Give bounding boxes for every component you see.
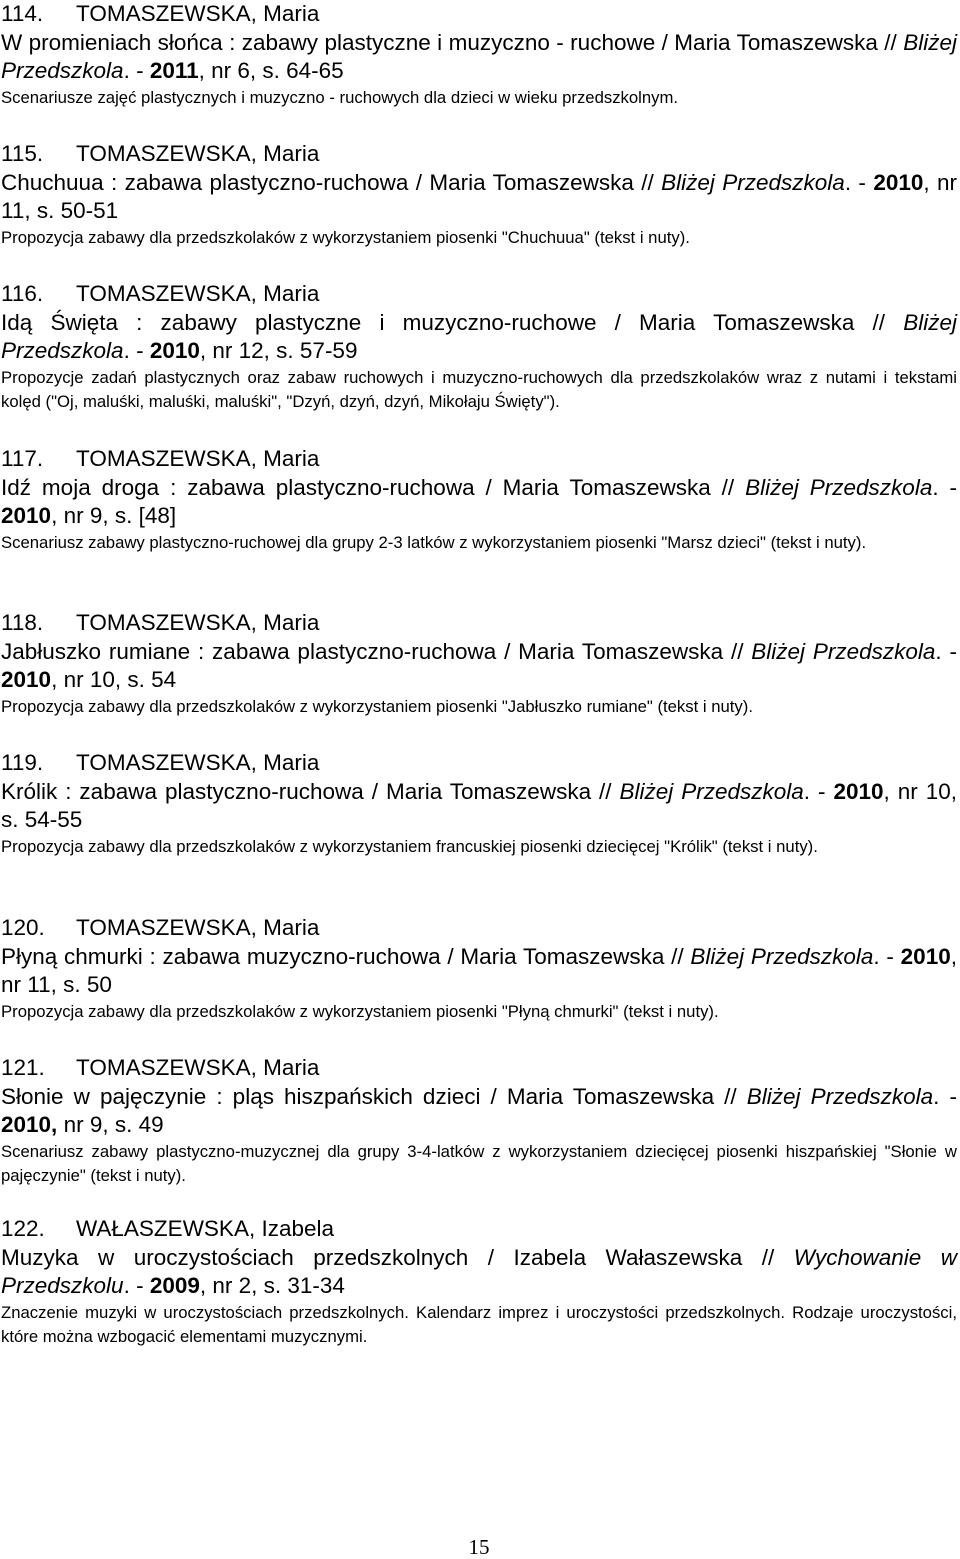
entry-journal: Bliżej Przedszkola [745,474,933,500]
entry-description: Propozycje zadań plastycznych oraz zabaw ruchowych i muzyczno-ruchowych dla przedszkolaków wraz z nutami i tekstami kolęd ("Oj, maluśki, maluśki, maluśki", "Dzyń, dzyń, dzyń, Mikołaju Święty"). [1,367,957,412]
entry-number: 118. [1,610,44,635]
entry-title [1,943,957,1000]
entry-journal: Bliżej Przedszkola [619,778,804,804]
page-number: 15 [468,1535,490,1559]
entry-number: 122. [1,1216,45,1241]
entry-separator: . - [123,1273,150,1299]
entry-year: 2010 [900,943,951,969]
entry-number: 121. [1,1055,45,1080]
entry-author: TOMASZEWSKA, Maria [76,281,320,306]
entry-description: Scenariusz zabawy plastyczno-ruchowej dla grupy 2-3 latków z wykorzystaniem piosenki "Marsz dzieci" (tekst i nuty). [1,532,867,552]
entry-title-text: Słonie w pajęczynie : pląs hiszpańskich dzieci / Maria Tomaszewska // [1,1083,747,1109]
entry-number: 115. [1,141,44,166]
bibliography-entry-121 [1,1054,957,1189]
entry-heading [1,1215,957,1244]
bibliography-entry-116 [1,280,957,415]
entry-title [1,778,957,835]
entry-separator: . - [123,58,150,84]
entry-heading [1,609,957,638]
entry-title-text: Idź moja droga : zabawa plastyczno-ruchowa / Maria Tomaszewska // [1,474,746,500]
entry-author: TOMASZEWSKA, Maria [76,446,320,471]
entry-details: , nr 6, s. 64-65 [198,58,344,84]
entry-journal: Bliżej Przedszkola [746,1083,934,1109]
entry-details: , nr 9, s. [48] [51,503,177,529]
bibliography-entry-118 [1,609,957,719]
entry-details: nr 9, s. 49 [57,1112,164,1138]
entry-title-text: Muzyka w uroczystościach przedszkolnych / Izabela Wałaszewska // [1,1244,794,1270]
entry-title [1,638,957,695]
entry-title-text: Królik : zabawa plastyczno-ruchowa / Maria Tomaszewska // [1,778,620,804]
entry-heading [1,280,957,309]
entry-separator: . - [844,169,874,195]
entry-year: 2010 [1,503,52,529]
bibliography-entry-114 [1,0,957,110]
entry-journal: Bliżej Przedszkola [661,169,845,195]
entry-number: 120. [1,915,45,940]
entry-number: 114. [1,1,44,26]
entry-year: 2010 [149,338,200,364]
entry-number: 119. [1,750,44,775]
entry-description: Propozycja zabawy dla przedszkolaków z wykorzystaniem piosenki "Płyną chmurki" (tekst i nuty). [1,1001,719,1021]
entry-title-text: W promieniach słońca : zabawy plastyczne i muzyczno - ruchowe / Maria Tomaszewska // [1,29,904,55]
entry-separator: . - [935,638,957,664]
entry-number: 116. [1,281,44,306]
entry-year: 2010, [1,1112,58,1138]
entry-title [1,1083,957,1140]
entry-separator: . - [123,338,150,364]
entry-title [1,169,957,226]
entry-description: Znaczenie muzyki w uroczystościach przedszkolnych. Kalendarz imprez i uroczystości przedszkolnych. Rodzaje uroczystości, które można wzbogacić elementami muzycznymi. [1,1302,957,1347]
entry-title-text: Płyną chmurki : zabawa muzyczno-ruchowa / Maria Tomaszewska // [1,943,691,969]
entry-heading [1,140,957,169]
entry-title [1,474,957,531]
entry-heading [1,749,957,778]
entry-title [1,309,957,366]
entry-details: , nr 12, s. 57-59 [199,338,358,364]
entry-journal: Bliżej Przedszkola [690,943,874,969]
entry-separator: . - [932,474,958,500]
entry-separator: . - [873,943,901,969]
entry-number: 117. [1,446,44,471]
entry-author: TOMASZEWSKA, Maria [76,141,320,166]
entry-author: TOMASZEWSKA, Maria [76,1055,320,1080]
entry-author: TOMASZEWSKA, Maria [76,1,320,26]
entry-title-text: Idą Święta : zabawy plastyczne i muzyczno-ruchowe / Maria Tomaszewska // [1,309,904,335]
entry-details: , nr 2, s. 31-34 [199,1273,345,1299]
entry-title-text: Chuchuua : zabawa plastyczno-ruchowa / Maria Tomaszewska // [1,169,662,195]
entry-heading [1,0,957,29]
entry-journal: Bliżej Przedszkola [751,638,936,664]
entry-details: , nr 11, s. 50 [1,943,957,998]
entry-separator: . - [933,1083,957,1109]
entry-description: Propozycja zabawy dla przedszkolaków z wykorzystaniem piosenki "Jabłuszko rumiane" (tekst i nuty). [1,696,753,716]
entry-heading [1,445,957,474]
entry-year: 2011 [149,58,199,84]
entry-year: 2010 [1,667,52,693]
entry-title [1,29,957,86]
entry-author: TOMASZEWSKA, Maria [76,750,320,775]
entry-author: TOMASZEWSKA, Maria [76,915,320,940]
entry-heading [1,914,957,943]
entry-title [1,1244,957,1301]
entry-year: 2010 [833,778,884,804]
bibliography-entry-117 [1,445,957,555]
bibliography-entry-120 [1,914,957,1024]
entry-journal: Wychowanie w Przedszkolu [1,1244,957,1299]
entry-title-text: Jabłuszko rumiane : zabawa plastyczno-ruchowa / Maria Tomaszewska // [1,638,752,664]
bibliography-entry-115 [1,140,957,250]
entry-details: , nr 10, s. 54-55 [1,778,957,833]
entry-year: 2010 [873,169,924,195]
entry-details: , nr 11, s. 50-51 [1,169,958,224]
entry-author: WAŁASZEWSKA, Izabela [76,1216,335,1241]
entry-journal: Bliżej Przedszkola [1,29,957,84]
entry-details: , nr 10, s. 54 [51,667,177,693]
entry-description: Scenariusz zabawy plastyczno-muzycznej dla grupy 3-4-latków z wykorzystaniem dziecięcej piosenki hiszpańskiej "Słonie w pajęczynie" (tekst i nuty). [1,1141,957,1186]
bibliography-entry-119 [1,749,957,859]
entry-author: TOMASZEWSKA, Maria [76,610,320,635]
entry-description: Propozycja zabawy dla przedszkolaków z wykorzystaniem francuskiej piosenki dziecięcej "Królik" (tekst i nuty). [1,836,818,856]
entry-separator: . - [803,778,834,804]
entry-heading [1,1054,957,1083]
entry-description: Propozycja zabawy dla przedszkolaków z wykorzystaniem piosenki "Chuchuua" (tekst i nuty). [1,227,690,247]
entry-year: 2009 [149,1273,200,1299]
entry-journal: Bliżej Przedszkola [1,309,957,364]
entry-description: Scenariusze zajęć plastycznych i muzyczno - ruchowych dla dzieci w wieku przedszkolnym. [1,87,679,107]
bibliography-entry-122 [1,1215,957,1350]
